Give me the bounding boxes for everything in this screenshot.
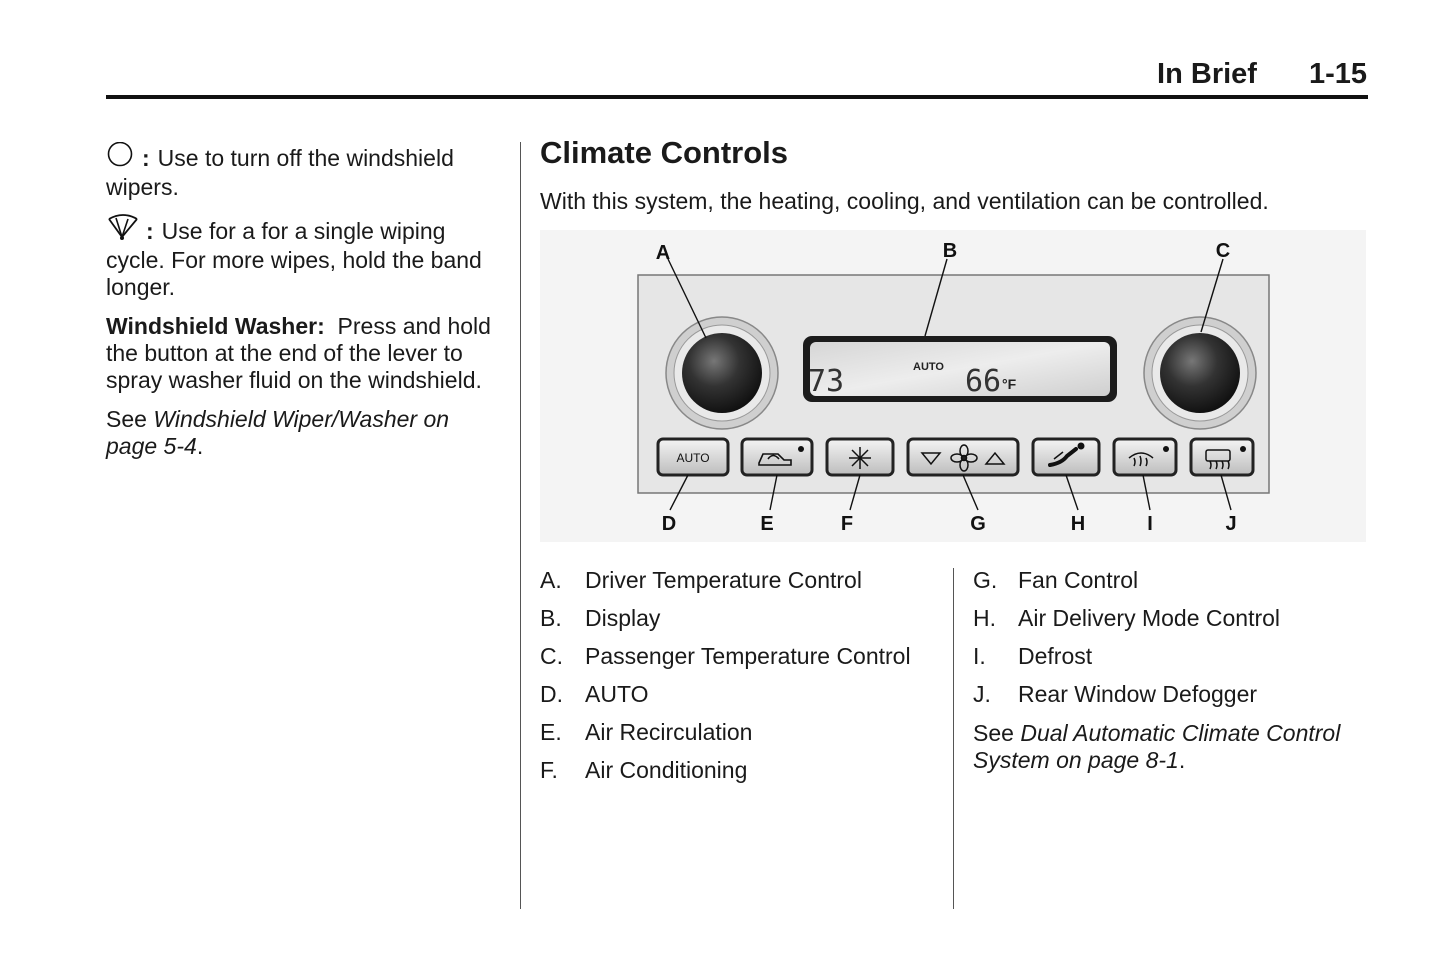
air-delivery-mode-button[interactable] [1033, 439, 1099, 475]
legend-text: Display [585, 605, 661, 631]
passenger-temperature-knob[interactable] [1144, 317, 1256, 429]
legend-text: AUTO [585, 681, 649, 707]
callout-f: F [840, 513, 854, 535]
legend-item [973, 681, 1280, 719]
climate-title: Climate Controls [540, 135, 789, 170]
washer-lead: Windshield Washer: [106, 313, 325, 339]
legend-letter: D. [540, 681, 563, 707]
legend-letter: B. [540, 605, 562, 631]
display-right-temp: 66 [965, 364, 1002, 399]
washer-paragraph [106, 313, 491, 394]
driver-temperature-knob[interactable] [666, 317, 778, 429]
section-title: In Brief [1157, 58, 1257, 90]
see-reference-left [106, 406, 491, 460]
callout-e: E [760, 513, 774, 535]
legend-letter: I. [973, 643, 986, 669]
climate-intro: With this system, the heating, cooling, and ventilation can be controlled. [540, 188, 1269, 214]
see-link-wiper[interactable]: Windshield Wiper/Washer on page 5-4 [106, 406, 450, 459]
recirculation-button[interactable] [742, 439, 812, 475]
legend-item [540, 757, 911, 795]
wiper-mist-paragraph: : Use for a for a single wiping cycle. For more wipes, hold the band longer. [106, 213, 491, 301]
legend-text: Defrost [1018, 643, 1093, 669]
legend-letter: J. [973, 681, 991, 707]
callout-d: D [661, 513, 677, 535]
legend-right [973, 567, 1280, 719]
page-header [1157, 58, 1367, 91]
auto-button[interactable] [658, 439, 728, 475]
see-prefix: See [973, 720, 1021, 746]
legend-letter: A. [540, 567, 562, 593]
wiper-mist-text: Use for a for a single wiping cycle. For more wipes, hold the band longer. [106, 218, 482, 300]
callout-c: C [1215, 240, 1231, 262]
callout-i: I [1147, 513, 1153, 535]
legend-letter: C. [540, 643, 563, 669]
callout-h: H [1070, 513, 1086, 535]
left-column [106, 142, 491, 472]
legend-text: Air Delivery Mode Control [1018, 605, 1281, 631]
wiper-off-paragraph: : Use to turn off the windshield wipers. [106, 142, 491, 201]
page-number: 1-15 [1308, 58, 1367, 90]
legend-text: Air Conditioning [585, 757, 748, 783]
climate-panel-figure [540, 230, 1366, 547]
see-suffix: . [196, 433, 204, 459]
see-link-climate[interactable]: Dual Automatic Climate Control System on page 8-1 [973, 720, 1341, 773]
display-unit: °F [1002, 376, 1017, 392]
callout-a: A [655, 242, 671, 264]
legend-text: Fan Control [1018, 567, 1139, 593]
callout-g: G [970, 513, 986, 535]
rear-defog-button[interactable] [1191, 439, 1253, 475]
display-left-temp: 73 [808, 364, 845, 399]
auto-button-label: AUTO [676, 451, 710, 465]
legend-left [540, 567, 911, 795]
legend-letter: E. [540, 719, 562, 745]
legend-text: Driver Temperature Control [585, 567, 862, 593]
see-suffix: . [1178, 747, 1186, 773]
callout-j: J [1225, 513, 1237, 535]
wiper-off-text: Use to turn off the windshield wipers. [106, 145, 454, 200]
legend-letter: F. [540, 757, 558, 783]
legend-item [973, 605, 1280, 643]
legend-item [973, 643, 1280, 681]
display-mode: AUTO [913, 361, 944, 373]
legend-item [540, 681, 911, 719]
air-conditioning-button[interactable] [827, 439, 893, 475]
legend-item [540, 719, 911, 757]
see-prefix: See [106, 406, 154, 432]
column-divider-left [520, 142, 521, 909]
washer-text: Press and hold the button at the end of the lever to spray washer fluid on the windshield. [106, 313, 491, 393]
legend-letter: G. [973, 567, 998, 593]
legend-text: Rear Window Defogger [1018, 681, 1258, 707]
legend-item [973, 567, 1280, 605]
legend-text: Passenger Temperature Control [585, 643, 911, 669]
legend-letter: H. [973, 605, 996, 631]
callout-b: B [942, 240, 958, 262]
fan-control-button[interactable] [908, 439, 1018, 475]
legend-text: Air Recirculation [585, 719, 753, 745]
header-rule [106, 95, 1368, 99]
single-wipe-icon [106, 213, 140, 247]
see-reference-climate [973, 720, 1373, 774]
climate-display [803, 336, 1117, 402]
off-circle-icon [106, 142, 136, 174]
legend-item [540, 643, 911, 681]
defrost-button[interactable] [1114, 439, 1176, 475]
column-divider-legend [953, 568, 954, 909]
snowflake-icon [849, 447, 871, 469]
legend-item [540, 605, 911, 643]
legend-item [540, 567, 911, 605]
